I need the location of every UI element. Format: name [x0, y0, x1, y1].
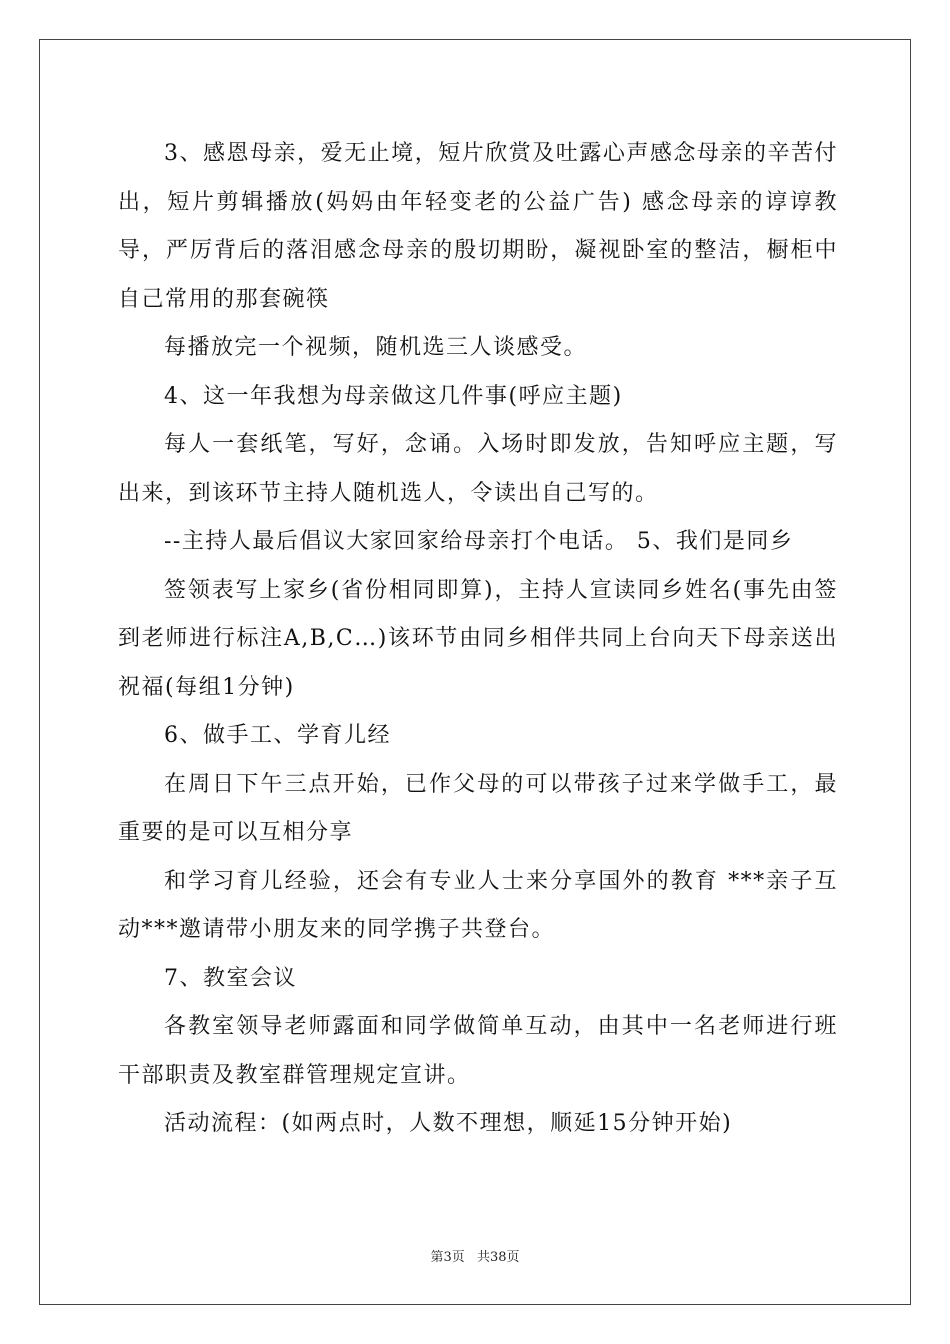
paragraph: 签领表写上家乡(省份相同即算)，主持人宣读同乡姓名(事先由签到老师进行标注A,B,C…)该环节由同乡相伴共同上台向天下母亲送出祝福(每组1分钟)	[118, 577, 838, 700]
paragraph: 每人一套纸笔，写好，念诵。入场时即发放，告知呼应主题，写出来，到该环节主持人随机选人，令读出自己写的。	[118, 432, 838, 506]
page-total: 共38页	[476, 1250, 520, 1265]
paragraph: 活动流程：(如两点时，人数不理想，顺延15分钟开始)	[164, 1111, 733, 1136]
paragraph: 每播放完一个视频，随机选三人谈感受。	[164, 335, 588, 360]
page-number: 第3页	[430, 1250, 465, 1265]
paragraph: 3、感恩母亲，爱无止境，短片欣赏及吐露心声感念母亲的辛苦付出，短片剪辑播放(妈妈由年轻变老的公益广告) 感念母亲的谆谆教导，严厉背后的落泪感念母亲的殷切期盼，凝视卧室的整洁，橱柜中自己常用的那套碗筷	[118, 141, 838, 312]
document-body	[118, 130, 838, 1149]
page-footer	[0, 1246, 950, 1265]
paragraph: 4、这一年我想为母亲做这几件事(呼应主题)	[164, 383, 623, 409]
paragraph: 和学习育儿经验，还会有专业人士来分享国外的教育 ***亲子互动***邀请带小朋友来的同学携子共登台。	[118, 868, 838, 942]
paragraph: 6、做手工、学育儿经	[164, 723, 391, 748]
paragraph: 7、教室会议	[164, 965, 297, 991]
paragraph: 在周日下午三点开始，已作父母的可以带孩子过来学做手工，最重要的是可以互相分享	[118, 771, 838, 845]
paragraph: --主持人最后倡议大家回家给母亲打个电话。 5、我们是同乡	[164, 529, 794, 554]
paragraph: 各教室领导老师露面和同学做简单互动，由其中一名老师进行班干部职责及教室群管理规定宣讲。	[118, 1014, 838, 1088]
